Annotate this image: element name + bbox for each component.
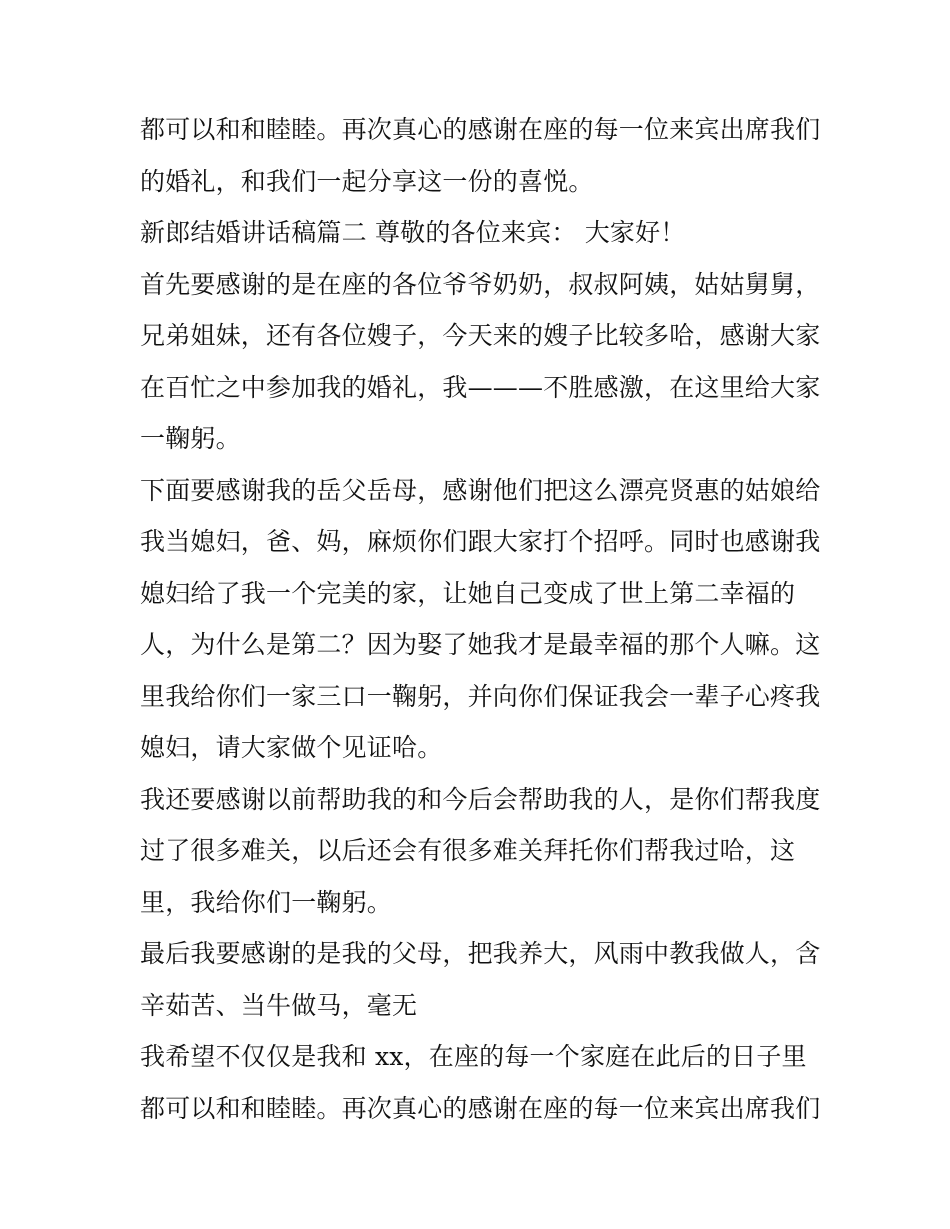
text-line: 辛茹苦、当牛做马，毫无 — [140, 990, 418, 1020]
section-heading-line: 新郎结婚讲话稿篇二 尊敬的各位来宾： 大家好！ — [140, 218, 686, 247]
text-line: 里我给你们一家三口一鞠躬，并向你们保证我会一辈子心疼我 — [140, 681, 821, 711]
text-line: 在百忙之中参加我的婚礼，我———不胜感激，在这里给大家 — [140, 372, 821, 402]
document-body — [140, 104, 821, 1134]
text-line: 人，为什么是第二？因为娶了她我才是最幸福的那个人嘛。这 — [140, 630, 821, 659]
text-line: 我当媳妇，爸、妈，麻烦你们跟大家打个招呼。同时也感谢我 — [140, 527, 821, 556]
text-line: 最后我要感谢的是我的父母，把我养大，风雨中教我做人，含 — [140, 939, 821, 968]
text-line: 一鞠躬。 — [140, 424, 241, 453]
text-line: 媳妇给了我一个完美的家，让她自己变成了世上第二幸福的 — [140, 578, 796, 608]
text-line: 过了很多难关，以后还会有很多难关拜托你们帮我过哈，这 — [140, 836, 796, 865]
text-line: 都可以和和睦睦。再次真心的感谢在座的每一位来宾出席我们 — [140, 1093, 821, 1123]
text-line: 媳妇，请大家做个见证哈。 — [140, 733, 443, 762]
text-line: 首先要感谢的是在座的各位爷爷奶奶，叔叔阿姨，姑姑舅舅， — [140, 269, 821, 299]
text-line: 我希望不仅仅是我和 xx，在座的每一个家庭在此后的日子里 — [140, 1042, 807, 1071]
text-line: 兄弟姐妹，还有各位嫂子，今天来的嫂子比较多哈，感谢大家 — [140, 321, 821, 350]
text-line: 都可以和和睦睦。再次真心的感谢在座的每一位来宾出席我们 — [140, 115, 821, 144]
text-line: 里，我给你们一鞠躬。 — [140, 887, 393, 917]
text-line: 下面要感谢我的岳父岳母，感谢他们把这么漂亮贤惠的姑娘给 — [140, 475, 821, 505]
text-line: 的婚礼，和我们一起分享这一份的喜悦。 — [140, 166, 594, 196]
text-line: 我还要感谢以前帮助我的和今后会帮助我的人，是你们帮我度 — [140, 784, 821, 814]
